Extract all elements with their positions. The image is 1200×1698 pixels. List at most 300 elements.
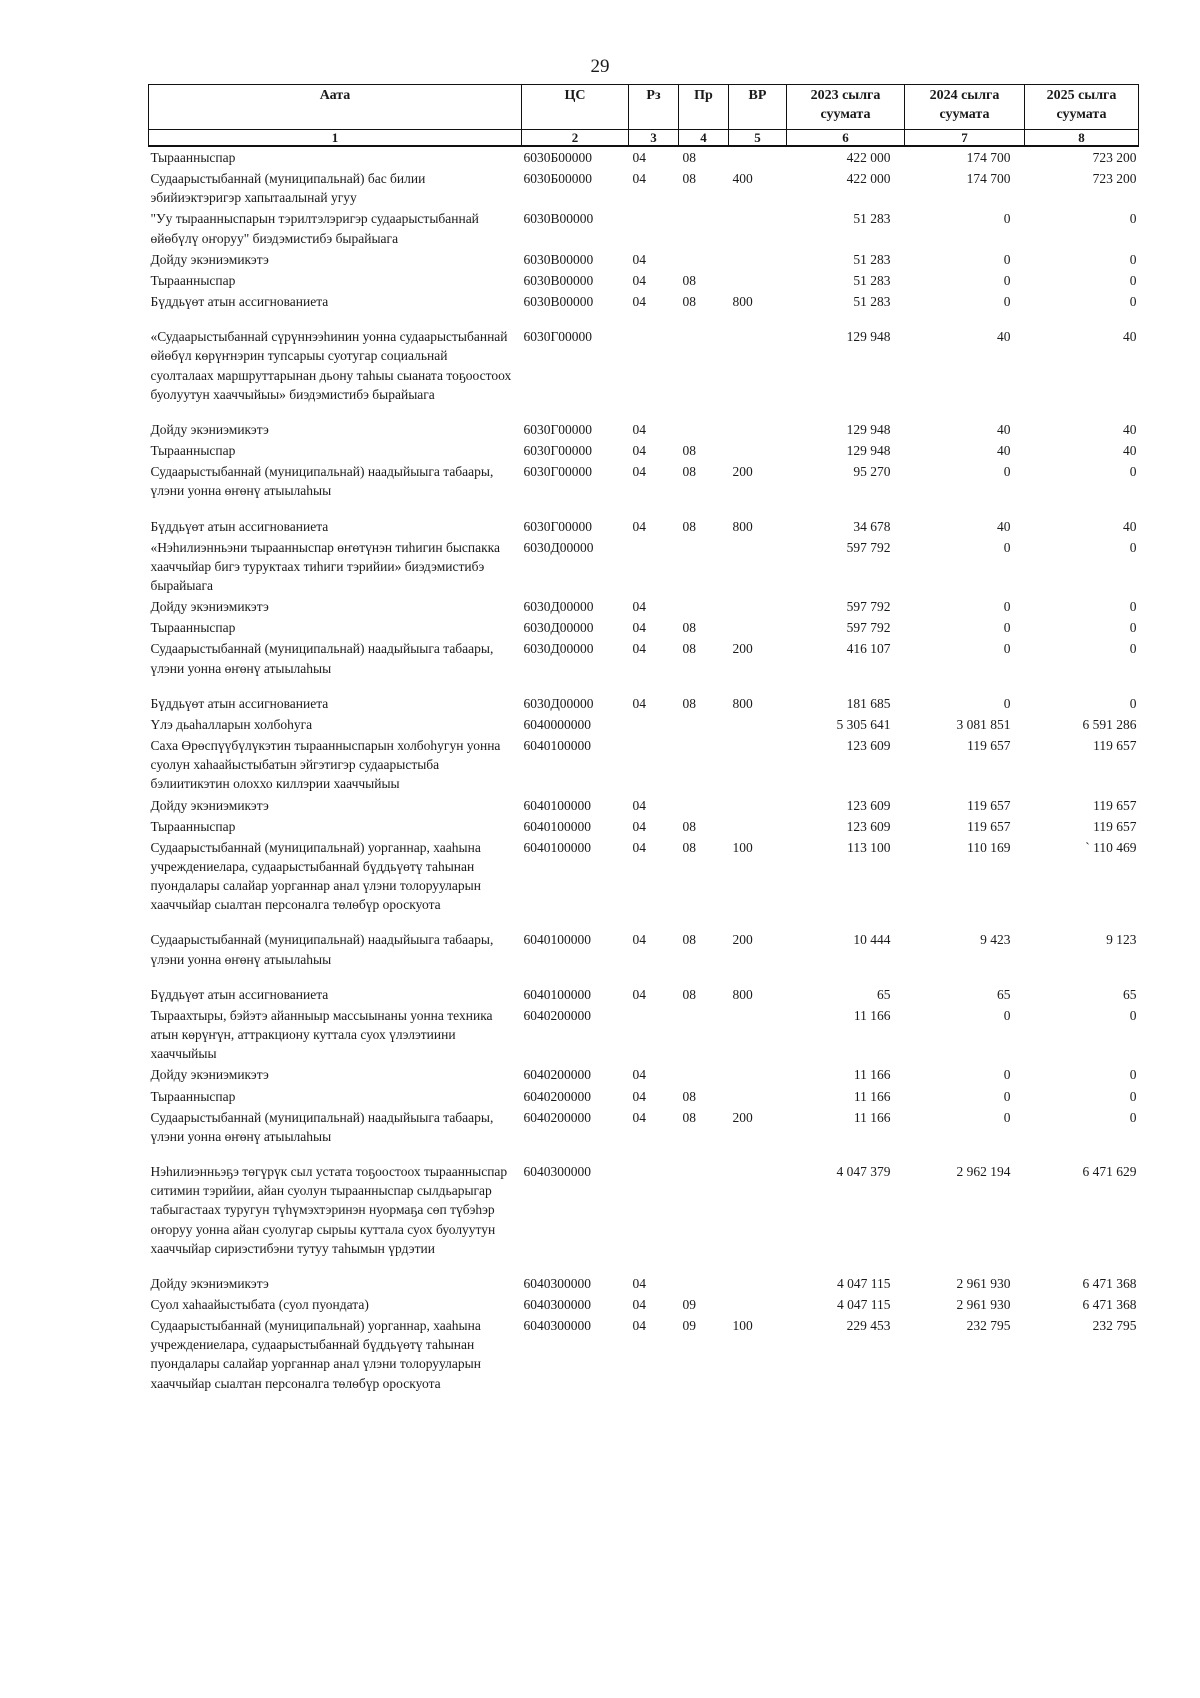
row-amount-2025: 0: [1129, 695, 1137, 711]
row-spacer-cell: [149, 970, 1139, 984]
row-amount-2025: 65: [1123, 986, 1137, 1002]
column-number: 2: [522, 130, 629, 147]
table-row: [149, 638, 1139, 678]
row-amount-2024: 232 795: [966, 1318, 1011, 1334]
row-amount-2024: 0: [1003, 599, 1011, 615]
row-code: 6030Г00000: [523, 518, 593, 534]
row-spacer: [149, 915, 1139, 929]
row-spacer-cell: [149, 1259, 1139, 1273]
row-expense-type: [729, 146, 787, 168]
row-section: 04: [632, 695, 646, 711]
row-amount-2024: 0: [1003, 641, 1011, 657]
row-amount-2024: 119 657: [967, 738, 1011, 754]
row-amount-2023: 123 609: [846, 797, 891, 813]
table-row: [149, 326, 1139, 405]
row-code: 6030Б00000: [523, 150, 593, 165]
row-subsection: 08: [682, 518, 696, 534]
budget-table: [148, 84, 1139, 1394]
row-amount-2025: 0: [1129, 1067, 1137, 1083]
row-code: 6040100000: [523, 986, 591, 1002]
row-amount-2024: 0: [1003, 294, 1011, 310]
row-code: 6040200000: [523, 1088, 591, 1104]
row-amount-2025: 0: [1129, 620, 1137, 636]
row-expense-type: [729, 326, 787, 405]
row-amount-2023: 597 792: [846, 539, 891, 555]
row-name: Саха Өрөспүүбүлүкэтин тыраанныспарын холбоһугун уонна суолун хаһаайыстыбатын эйгэтигэр судаарыстыба бэлиитикэтин олоххо киллэрии хааччыйыы: [150, 738, 501, 792]
table-row: [149, 1064, 1139, 1085]
column-header: Аата: [149, 85, 522, 130]
row-section: [629, 208, 679, 248]
row-code: 6030В00000: [523, 251, 594, 267]
row-expense-type: 800: [732, 294, 753, 310]
row-expense-type: [729, 1161, 787, 1259]
table-body: [149, 146, 1139, 1394]
row-amount-2024: 0: [1003, 464, 1011, 480]
row-amount-2023: 51 283: [853, 294, 891, 310]
row-section: 04: [632, 1318, 646, 1334]
table-row: [149, 1086, 1139, 1107]
column-number: 1: [149, 130, 522, 147]
budget-sheet: [148, 84, 1138, 1394]
row-amount-2023: 422 000: [846, 150, 891, 165]
row-amount-2025: 0: [1129, 1109, 1137, 1125]
row-code: 6040100000: [523, 738, 591, 754]
row-amount-2025: ` 110 469: [1085, 839, 1137, 855]
row-name: Судаарыстыбаннай (муниципальнай) наадыйыыга табаары, үлэни уонна өҥөнү атыылаһыы: [150, 932, 494, 967]
row-name: Судаарыстыбаннай (муниципальнай) уорганнар, хааһына учреждениелара, судаарыстыбаннай бүддьүөтү таһынан пуондалары салайар уорганнар анал үлэни толорууларын хааччыйар сыалтан персоналга төлөбүр ороскуота: [150, 839, 481, 913]
row-section: 04: [632, 986, 646, 1002]
row-subsection: [679, 208, 729, 248]
row-name: Тыраанныспар: [150, 443, 236, 459]
column-header: 2023 сылга суумата: [787, 85, 905, 130]
row-code: 6030Б00000: [523, 171, 593, 187]
row-name: Дойду экэниэмикэтэ: [150, 251, 269, 267]
row-expense-type: [729, 249, 787, 270]
table-row: [149, 816, 1139, 837]
row-expense-type: 100: [732, 1318, 753, 1334]
table-row: [149, 795, 1139, 816]
row-amount-2023: 181 685: [846, 695, 891, 711]
row-amount-2025: 0: [1129, 211, 1137, 227]
row-amount-2024: 65: [997, 986, 1011, 1002]
row-amount-2025: 6 471 368: [1082, 1296, 1137, 1312]
row-subsection: 08: [682, 171, 696, 187]
row-amount-2024: 2 961 930: [956, 1296, 1011, 1312]
row-section: [629, 537, 679, 596]
row-amount-2023: 229 453: [846, 1318, 891, 1334]
row-section: 04: [632, 421, 646, 437]
row-expense-type: [729, 795, 787, 816]
row-amount-2025: 0: [1129, 641, 1137, 657]
row-amount-2024: 174 700: [966, 171, 1011, 187]
row-expense-type: [729, 596, 787, 617]
row-subsection: 08: [682, 932, 696, 948]
row-amount-2023: 113 100: [847, 839, 891, 855]
row-expense-type: [729, 1273, 787, 1294]
row-name: Дойду экэниэмикэтэ: [150, 421, 269, 437]
table-row: [149, 516, 1139, 537]
row-amount-2025: 6 471 368: [1082, 1275, 1137, 1291]
row-subsection: 08: [682, 272, 696, 288]
table-row: [149, 249, 1139, 270]
table-row: [149, 929, 1139, 969]
row-amount-2023: 4 047 115: [837, 1296, 891, 1312]
table-row: [149, 1107, 1139, 1147]
row-amount-2023: 10 444: [853, 932, 891, 948]
row-spacer-cell: [149, 312, 1139, 326]
row-expense-type: [729, 714, 787, 735]
row-name: Судаарыстыбаннай (муниципальнай) наадыйыыга табаары, үлэни уонна өҥөнү атыылаһыы: [150, 464, 494, 499]
row-amount-2025: 232 795: [1092, 1318, 1137, 1334]
row-code: 6030Г00000: [523, 421, 593, 437]
row-amount-2025: 6 591 286: [1082, 716, 1137, 732]
row-name: Дойду экэниэмикэтэ: [150, 1067, 269, 1083]
row-amount-2024: 0: [1003, 1067, 1011, 1083]
row-amount-2024: 2 962 194: [956, 1164, 1011, 1180]
row-amount-2024: 0: [1003, 272, 1011, 288]
table-row: [149, 1161, 1139, 1259]
row-name: Судаарыстыбаннай (муниципальнай) уорганнар, хааһына учреждениелара, судаарыстыбаннай бүддьүөтү таһынан пуондалары салайар уорганнар анал үлэни толорууларын хааччыйар сыалтан персоналга төлөбүр ороскуота: [150, 1318, 481, 1391]
row-expense-type: 200: [732, 464, 753, 480]
row-subsection: [679, 795, 729, 816]
row-amount-2023: 51 283: [853, 272, 891, 288]
row-spacer-cell: [149, 679, 1139, 693]
row-name: Тыраанныспар: [150, 272, 236, 288]
row-amount-2023: 129 948: [846, 443, 891, 459]
table-row: [149, 984, 1139, 1005]
row-subsection: 08: [682, 150, 696, 165]
row-subsection: 08: [682, 839, 696, 855]
row-expense-type: [729, 537, 787, 596]
row-amount-2024: 9 423: [980, 932, 1011, 948]
row-name: Бүддьүөт атын ассигнованиета: [150, 518, 329, 534]
row-name: Тыраанныспар: [150, 818, 236, 834]
table-row: [149, 1005, 1139, 1064]
row-code: 6030Г00000: [523, 443, 593, 459]
row-section: 04: [632, 171, 646, 187]
row-spacer-cell: [149, 502, 1139, 516]
row-amount-2025: 0: [1129, 251, 1137, 267]
row-name: Тыраанныспар: [150, 150, 236, 165]
header-row: [149, 85, 1139, 130]
column-header: 2024 сылга суумата: [905, 85, 1025, 130]
row-amount-2025: 0: [1129, 1088, 1137, 1104]
column-number-row: [149, 130, 1139, 147]
row-amount-2023: 51 283: [853, 251, 891, 267]
row-section: [629, 1161, 679, 1259]
row-subsection: 08: [682, 620, 696, 636]
table-row: [149, 461, 1139, 501]
page-number: 29: [590, 56, 610, 77]
row-code: 6040100000: [523, 818, 591, 834]
table-row: [149, 596, 1139, 617]
row-amount-2023: 4 047 115: [837, 1275, 891, 1291]
table-row: [149, 714, 1139, 735]
row-section: 04: [632, 932, 646, 948]
table-row: [149, 1273, 1139, 1294]
row-subsection: [679, 419, 729, 440]
row-subsection: [679, 249, 729, 270]
row-amount-2024: 0: [1003, 1088, 1011, 1104]
row-subsection: 08: [682, 443, 696, 459]
row-code: 6040300000: [523, 1318, 591, 1334]
row-subsection: 08: [682, 1088, 696, 1104]
table-row: [149, 146, 1139, 168]
table-row: [149, 837, 1139, 916]
row-amount-2025: 40: [1123, 421, 1137, 437]
row-subsection: 09: [682, 1296, 696, 1312]
row-expense-type: 200: [732, 932, 753, 948]
table-row: [149, 440, 1139, 461]
row-code: 6030Д00000: [523, 620, 594, 636]
row-name: Дойду экэниэмикэтэ: [150, 599, 269, 615]
row-name: Дойду экэниэмикэтэ: [150, 1275, 269, 1291]
row-section: 04: [632, 150, 646, 165]
row-amount-2024: 0: [1003, 251, 1011, 267]
row-section: 04: [632, 464, 646, 480]
row-subsection: [679, 735, 729, 794]
column-number: 4: [679, 130, 729, 147]
column-header: ЦС: [522, 85, 629, 130]
row-expense-type: [729, 816, 787, 837]
row-name: Тыраанныспар: [150, 1088, 236, 1104]
row-expense-type: [729, 1086, 787, 1107]
row-section: 04: [632, 294, 646, 310]
row-expense-type: 800: [732, 986, 753, 1002]
row-section: [629, 714, 679, 735]
row-amount-2023: 34 678: [853, 518, 891, 534]
row-code: 6030В00000: [523, 272, 594, 288]
row-subsection: [679, 326, 729, 405]
row-expense-type: 200: [732, 1109, 753, 1125]
table-row: [149, 537, 1139, 596]
row-amount-2023: 11 166: [853, 1007, 891, 1023]
row-subsection: [679, 1064, 729, 1085]
row-amount-2024: 0: [1003, 539, 1011, 555]
row-amount-2024: 2 961 930: [956, 1275, 1011, 1291]
row-amount-2024: 0: [1003, 620, 1011, 636]
row-amount-2024: 119 657: [967, 797, 1011, 813]
row-name: "Уу тыраанныспарын тэрилтэлэригэр судаарыстыбаннай өйөбүлү оҥоруу" биэдэмистибэ бырайыага: [150, 211, 479, 246]
table-row: [149, 291, 1139, 312]
row-name: Бүддьүөт атын ассигнованиета: [150, 986, 329, 1002]
row-amount-2025: 0: [1129, 294, 1137, 310]
row-amount-2025: 0: [1129, 464, 1137, 480]
row-amount-2025: 119 657: [1093, 738, 1137, 754]
row-subsection: [679, 596, 729, 617]
row-amount-2023: 129 948: [846, 329, 891, 345]
table-row: [149, 270, 1139, 291]
row-subsection: 08: [682, 641, 696, 657]
row-amount-2023: 51 283: [853, 211, 891, 227]
column-number: 7: [905, 130, 1025, 147]
table-row: [149, 208, 1139, 248]
row-code: 6030В00000: [523, 211, 594, 227]
row-amount-2023: 65: [877, 986, 891, 1002]
column-header: Рз: [629, 85, 679, 130]
row-amount-2025: 40: [1123, 329, 1137, 345]
row-amount-2023: 11 166: [853, 1088, 891, 1104]
row-spacer-cell: [149, 915, 1139, 929]
row-name: «Судаарыстыбаннай сүрүннээһинин уонна судаарыстыбаннай өйөбүл көрүҥнэрин тупсарыы суотугар социальнай суолталаах маршруттарынан дьону таһыы сыаната тоҕоостоох буолуутун хааччыйыы» биэдэмистибэ бырайыага: [150, 329, 512, 402]
row-amount-2025: 119 657: [1093, 797, 1137, 813]
column-number: 6: [787, 130, 905, 147]
row-amount-2024: 119 657: [967, 818, 1011, 834]
row-expense-type: [729, 440, 787, 461]
row-section: 04: [632, 518, 646, 534]
column-header: 2025 сылга суумата: [1025, 85, 1139, 130]
row-expense-type: [729, 1294, 787, 1315]
row-subsection: 08: [682, 464, 696, 480]
row-spacer: [149, 502, 1139, 516]
row-section: 04: [632, 1296, 646, 1312]
row-amount-2023: 422 000: [846, 171, 891, 187]
row-section: 04: [632, 641, 646, 657]
row-name: Бүддьүөт атын ассигнованиета: [150, 294, 329, 310]
table-row: [149, 617, 1139, 638]
row-amount-2025: 9 123: [1106, 932, 1137, 948]
row-amount-2023: 11 166: [853, 1067, 891, 1083]
row-section: [629, 326, 679, 405]
row-amount-2024: 0: [1003, 695, 1011, 711]
row-expense-type: [729, 1005, 787, 1064]
row-section: 04: [632, 443, 646, 459]
row-amount-2023: 597 792: [846, 620, 891, 636]
row-code: 6040200000: [523, 1007, 591, 1023]
row-code: 6040200000: [523, 1109, 591, 1125]
row-amount-2023: 123 609: [846, 818, 891, 834]
row-code: 6030Д00000: [523, 539, 594, 555]
row-expense-type: 800: [732, 695, 753, 711]
row-amount-2025: 0: [1129, 599, 1137, 615]
row-amount-2023: 4 047 379: [836, 1164, 891, 1180]
row-name: Судаарыстыбаннай (муниципальнай) бас билии эбийиэктэригэр хапытаалынай угуу: [150, 171, 426, 206]
row-subsection: [679, 1273, 729, 1294]
row-section: 04: [632, 818, 646, 834]
row-spacer-cell: [149, 405, 1139, 419]
row-section: [629, 1005, 679, 1064]
row-code: 6040300000: [523, 1275, 591, 1291]
row-expense-type: 800: [732, 518, 753, 534]
row-spacer: [149, 1259, 1139, 1273]
row-expense-type: 400: [732, 171, 753, 187]
row-expense-type: [729, 270, 787, 291]
row-amount-2024: 40: [997, 518, 1011, 534]
table-row: [149, 1294, 1139, 1315]
row-amount-2025: 6 471 629: [1082, 1164, 1137, 1180]
row-section: 04: [632, 1088, 646, 1104]
row-name: Үлэ дьаһалларын холбоһуга: [150, 716, 313, 732]
row-amount-2024: 0: [1003, 1109, 1011, 1125]
row-spacer: [149, 970, 1139, 984]
row-amount-2023: 11 166: [853, 1109, 891, 1125]
row-amount-2024: 3 081 851: [956, 716, 1011, 732]
row-expense-type: 100: [732, 839, 753, 855]
row-spacer-cell: [149, 1147, 1139, 1161]
row-subsection: 08: [682, 294, 696, 310]
row-section: 04: [632, 272, 646, 288]
row-name: Дойду экэниэмикэтэ: [150, 797, 269, 813]
column-number: 8: [1025, 130, 1139, 147]
row-name: Тыраанныспар: [150, 620, 236, 636]
row-amount-2023: 5 305 641: [836, 716, 891, 732]
row-expense-type: [729, 1064, 787, 1085]
row-code: 6030Д00000: [523, 599, 594, 615]
table-row: [149, 168, 1139, 208]
row-amount-2025: 40: [1123, 443, 1137, 459]
row-name: Бүддьүөт атын ассигнованиета: [150, 695, 329, 711]
row-code: 6040300000: [523, 1296, 591, 1312]
column-number: 3: [629, 130, 679, 147]
row-expense-type: [729, 419, 787, 440]
row-subsection: 08: [682, 695, 696, 711]
row-amount-2025: 40: [1123, 518, 1137, 534]
row-subsection: [679, 1005, 729, 1064]
row-subsection: [679, 1161, 729, 1259]
row-subsection: 08: [682, 818, 696, 834]
row-name: «Нэһилиэнньэни тыраанныспар өҥөтүнэн тиһигин быспакка хааччыйар бигэ туруктаах тиһиги тэрийии» биэдэмистибэ бырайыага: [150, 539, 500, 593]
row-amount-2024: 0: [1003, 1007, 1011, 1023]
row-code: 6040000000: [523, 716, 591, 732]
row-code: 6030Г00000: [523, 464, 593, 480]
row-code: 6040100000: [523, 839, 591, 855]
row-amount-2024: 40: [997, 421, 1011, 437]
row-section: 04: [632, 1067, 646, 1083]
row-subsection: 09: [682, 1318, 696, 1334]
row-subsection: [679, 537, 729, 596]
row-code: 6040100000: [523, 932, 591, 948]
row-amount-2024: 40: [997, 329, 1011, 345]
row-name: Суол хаһаайыстыбата (суол пуондата): [150, 1296, 369, 1312]
row-code: 6030В00000: [523, 294, 594, 310]
row-section: [629, 735, 679, 794]
row-subsection: 08: [682, 1109, 696, 1125]
row-section: 04: [632, 599, 646, 615]
row-expense-type: [729, 617, 787, 638]
row-spacer: [149, 312, 1139, 326]
row-amount-2025: 0: [1129, 272, 1137, 288]
row-code: 6030Д00000: [523, 641, 594, 657]
row-amount-2024: 40: [997, 443, 1011, 459]
row-code: 6030Д00000: [523, 695, 594, 711]
row-amount-2024: 0: [1003, 211, 1011, 227]
row-expense-type: 200: [732, 641, 753, 657]
row-amount-2025: 723 200: [1092, 150, 1137, 165]
row-spacer: [149, 405, 1139, 419]
row-amount-2024: 110 169: [967, 839, 1011, 855]
row-section: 04: [632, 1109, 646, 1125]
table-row: [149, 693, 1139, 714]
row-amount-2023: 597 792: [846, 599, 891, 615]
row-code: 6040200000: [523, 1067, 591, 1083]
table-row: [149, 735, 1139, 794]
row-section: 04: [632, 620, 646, 636]
row-name: Судаарыстыбаннай (муниципальнай) наадыйыыга табаары, үлэни уонна өҥөнү атыылаһыы: [150, 641, 494, 676]
row-name: Тыраахтыры, бэйэтэ айанныыр массыынаны уонна техника атын көрүҥүн, аттракциону куттала суох үлэлэтиини хааччыйыы: [150, 1007, 493, 1062]
column-number: 5: [729, 130, 787, 147]
table-row: [149, 1315, 1139, 1394]
row-name: Судаарыстыбаннай (муниципальнай) наадыйыыга табаары, үлэни уонна өҥөнү атыылаһыы: [150, 1109, 494, 1144]
row-code: 6040100000: [523, 797, 591, 813]
column-header: ВР: [729, 85, 787, 130]
row-amount-2024: 174 700: [966, 150, 1011, 165]
row-spacer: [149, 679, 1139, 693]
row-spacer: [149, 1147, 1139, 1161]
row-section: 04: [632, 1275, 646, 1291]
row-amount-2023: 129 948: [846, 421, 891, 437]
table-row: [149, 419, 1139, 440]
row-section: 04: [632, 251, 646, 267]
